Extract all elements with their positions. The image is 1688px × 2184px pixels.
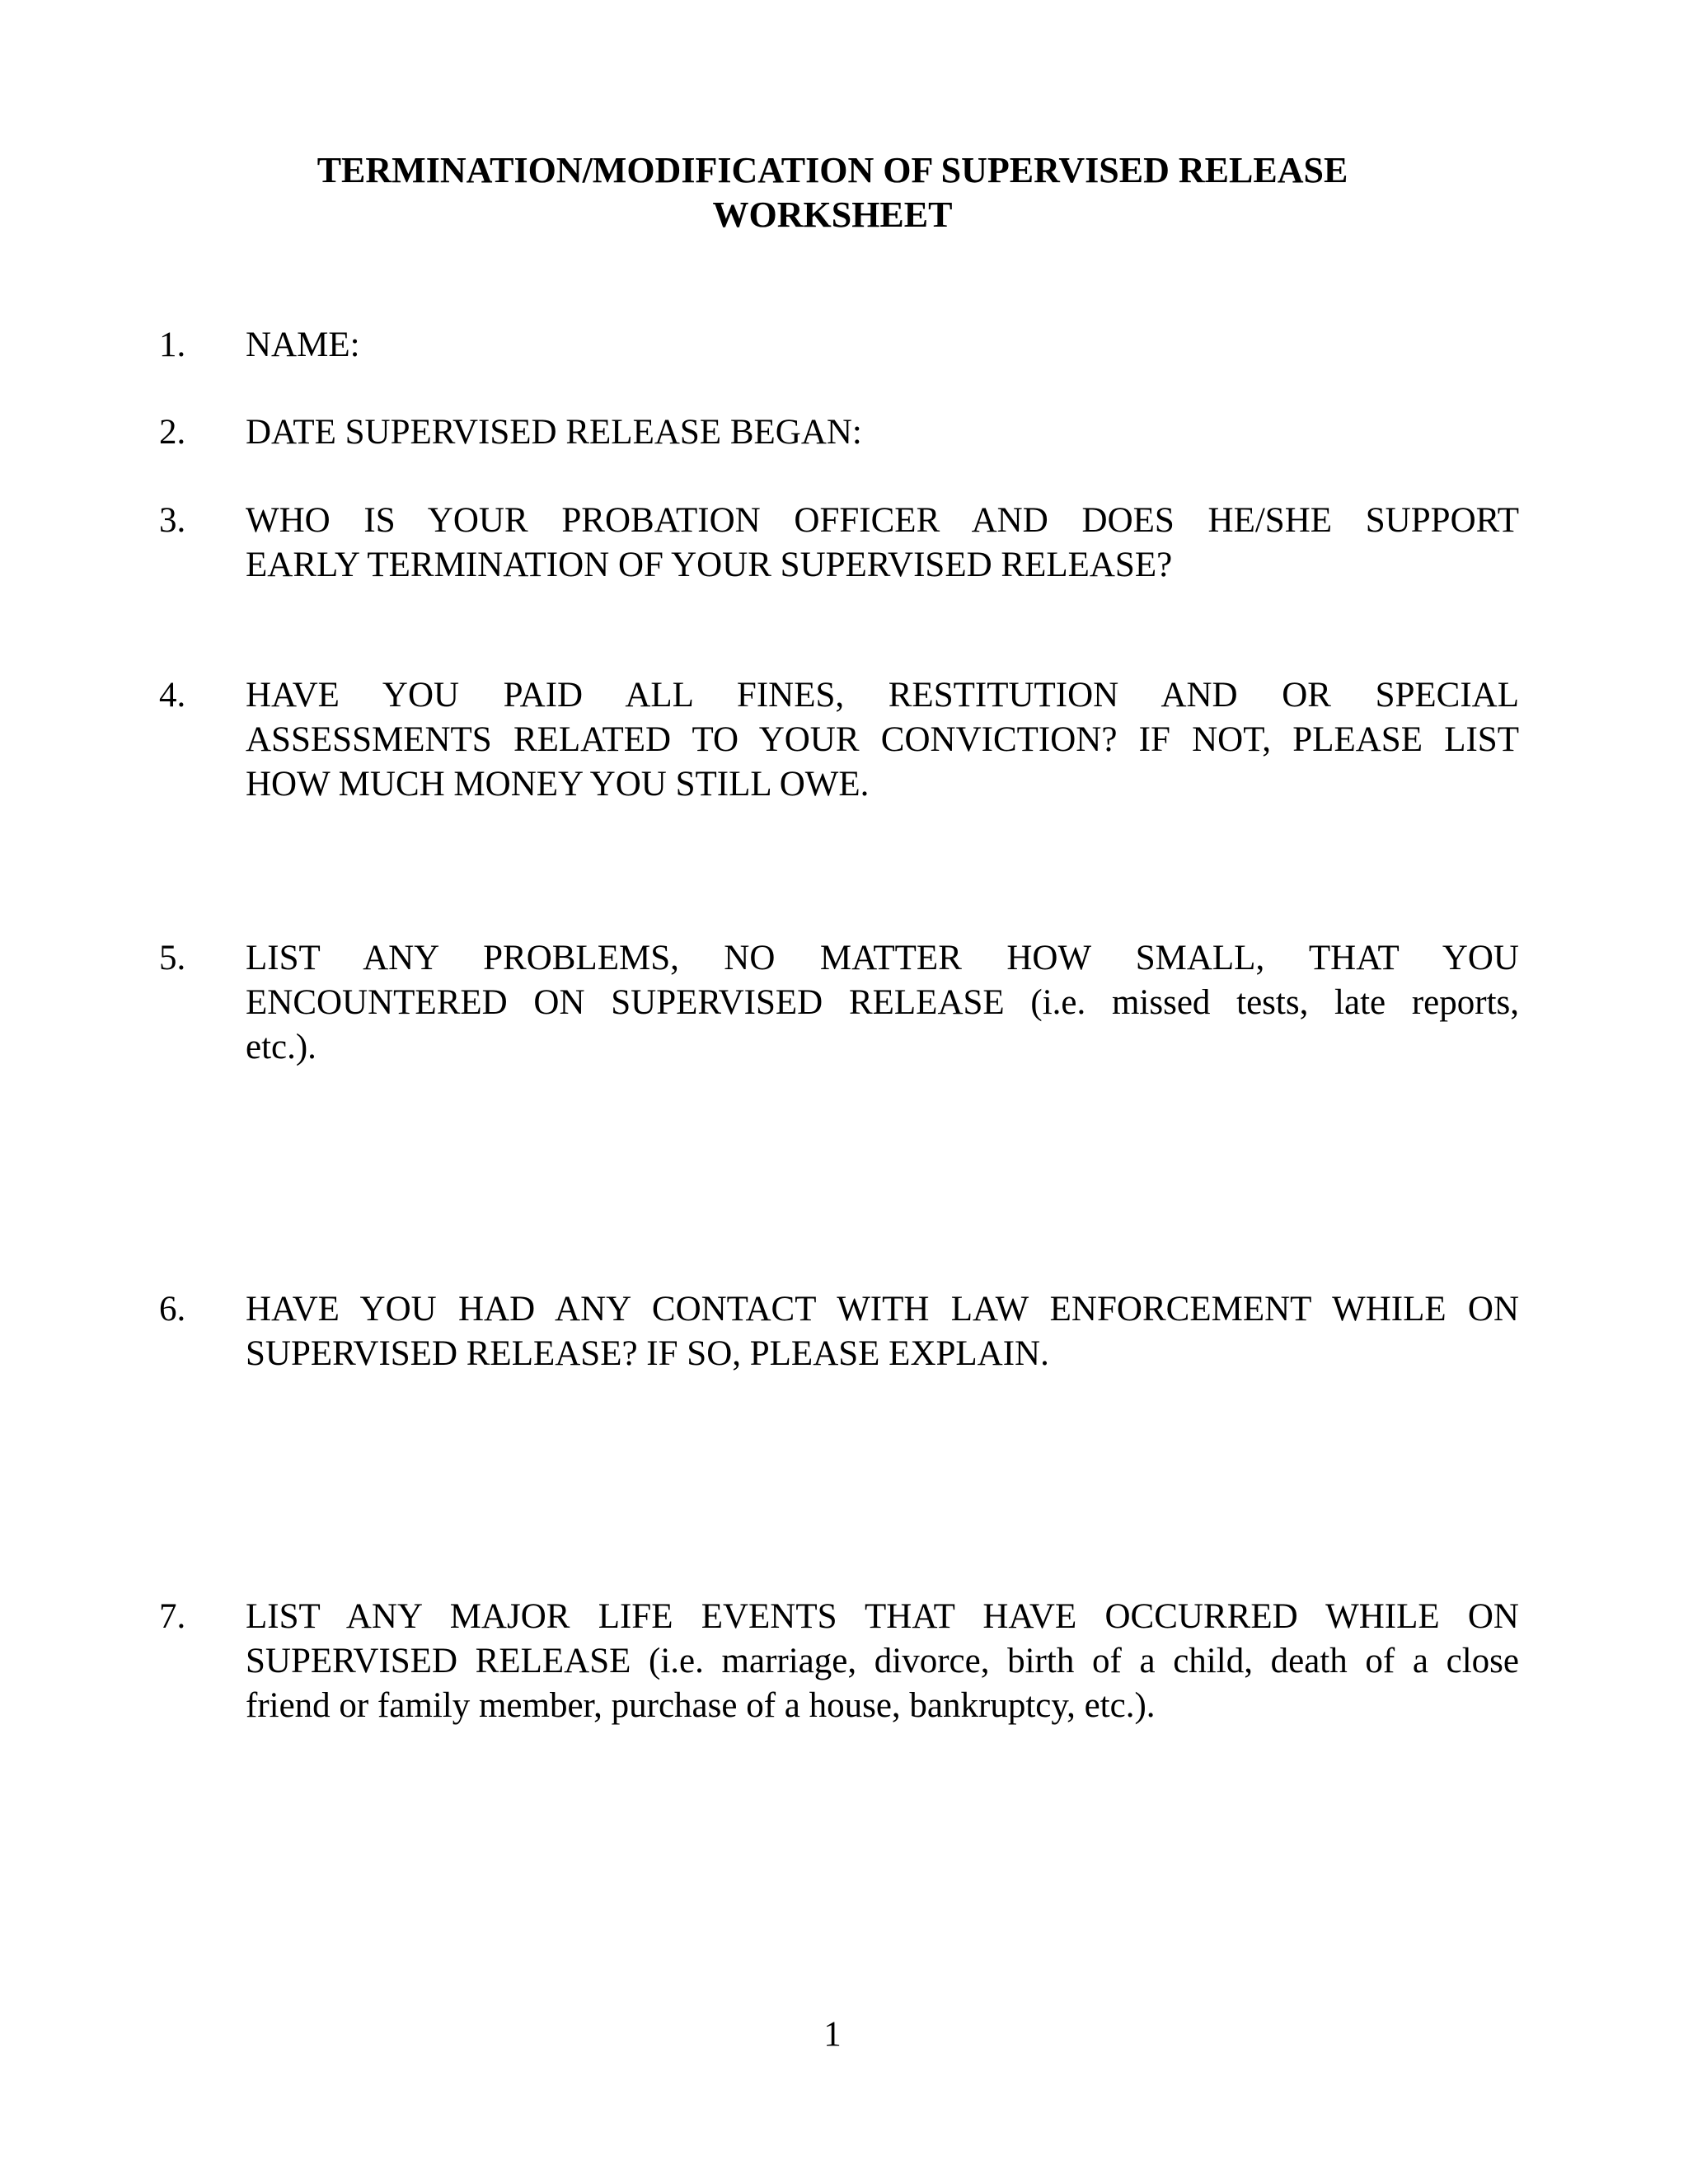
question-line: friend or family member, purchase of a house, bankruptcy, etc.).	[246, 1686, 1156, 1725]
question-number: 3.	[159, 501, 186, 540]
question-line: WHO IS YOUR PROBATION OFFICER AND DOES HE/SHE SUPPORT	[246, 501, 1519, 540]
question-text	[246, 936, 1519, 1070]
question-text	[246, 323, 1519, 368]
question-line: NAME:	[246, 326, 360, 364]
title-line-2: WORKSHEET	[712, 194, 953, 235]
question-number: 6.	[159, 1290, 186, 1329]
question-text	[246, 673, 1519, 807]
question-line: SUPERVISED RELEASE? IF SO, PLEASE EXPLAIN.	[246, 1334, 1049, 1373]
question-line: HOW MUCH MONEY YOU STILL OWE.	[246, 765, 870, 804]
question-number: 2.	[159, 413, 186, 452]
question-line: HAVE YOU PAID ALL FINES, RESTITUTION AND OR SPECIAL	[246, 676, 1519, 715]
question-line: SUPERVISED RELEASE (i.e. marriage, divorce, birth of a child, death of a close	[246, 1642, 1519, 1680]
question-line: LIST ANY MAJOR LIFE EVENTS THAT HAVE OCCURRED WHILE ON	[246, 1597, 1519, 1636]
question-line: ENCOUNTERED ON SUPERVISED RELEASE (i.e. missed tests, late reports,	[246, 983, 1519, 1022]
question-line: DATE SUPERVISED RELEASE BEGAN:	[246, 413, 862, 452]
question-number: 1.	[159, 326, 186, 364]
question-text	[246, 1287, 1519, 1376]
question-line: HAVE YOU HAD ANY CONTACT WITH LAW ENFORCEMENT WHILE ON	[246, 1290, 1519, 1329]
question-text	[246, 410, 1519, 455]
question-number: 7.	[159, 1597, 186, 1636]
worksheet-title	[0, 148, 1665, 237]
question-text	[246, 1595, 1519, 1728]
question-line: EARLY TERMINATION OF YOUR SUPERVISED RELEASE?	[246, 546, 1173, 584]
question-line: etc.).	[246, 1028, 316, 1066]
question-line: LIST ANY PROBLEMS, NO MATTER HOW SMALL, THAT YOU	[246, 939, 1519, 977]
title-line-1: TERMINATION/MODIFICATION OF SUPERVISED RELEASE	[316, 150, 1348, 190]
question-line: ASSESSMENTS RELATED TO YOUR CONVICTION? IF NOT, PLEASE LIST	[246, 720, 1519, 759]
question-text	[246, 499, 1519, 588]
question-number: 4.	[159, 676, 186, 715]
page-number: 1	[823, 2015, 842, 2054]
question-number: 5.	[159, 939, 186, 977]
